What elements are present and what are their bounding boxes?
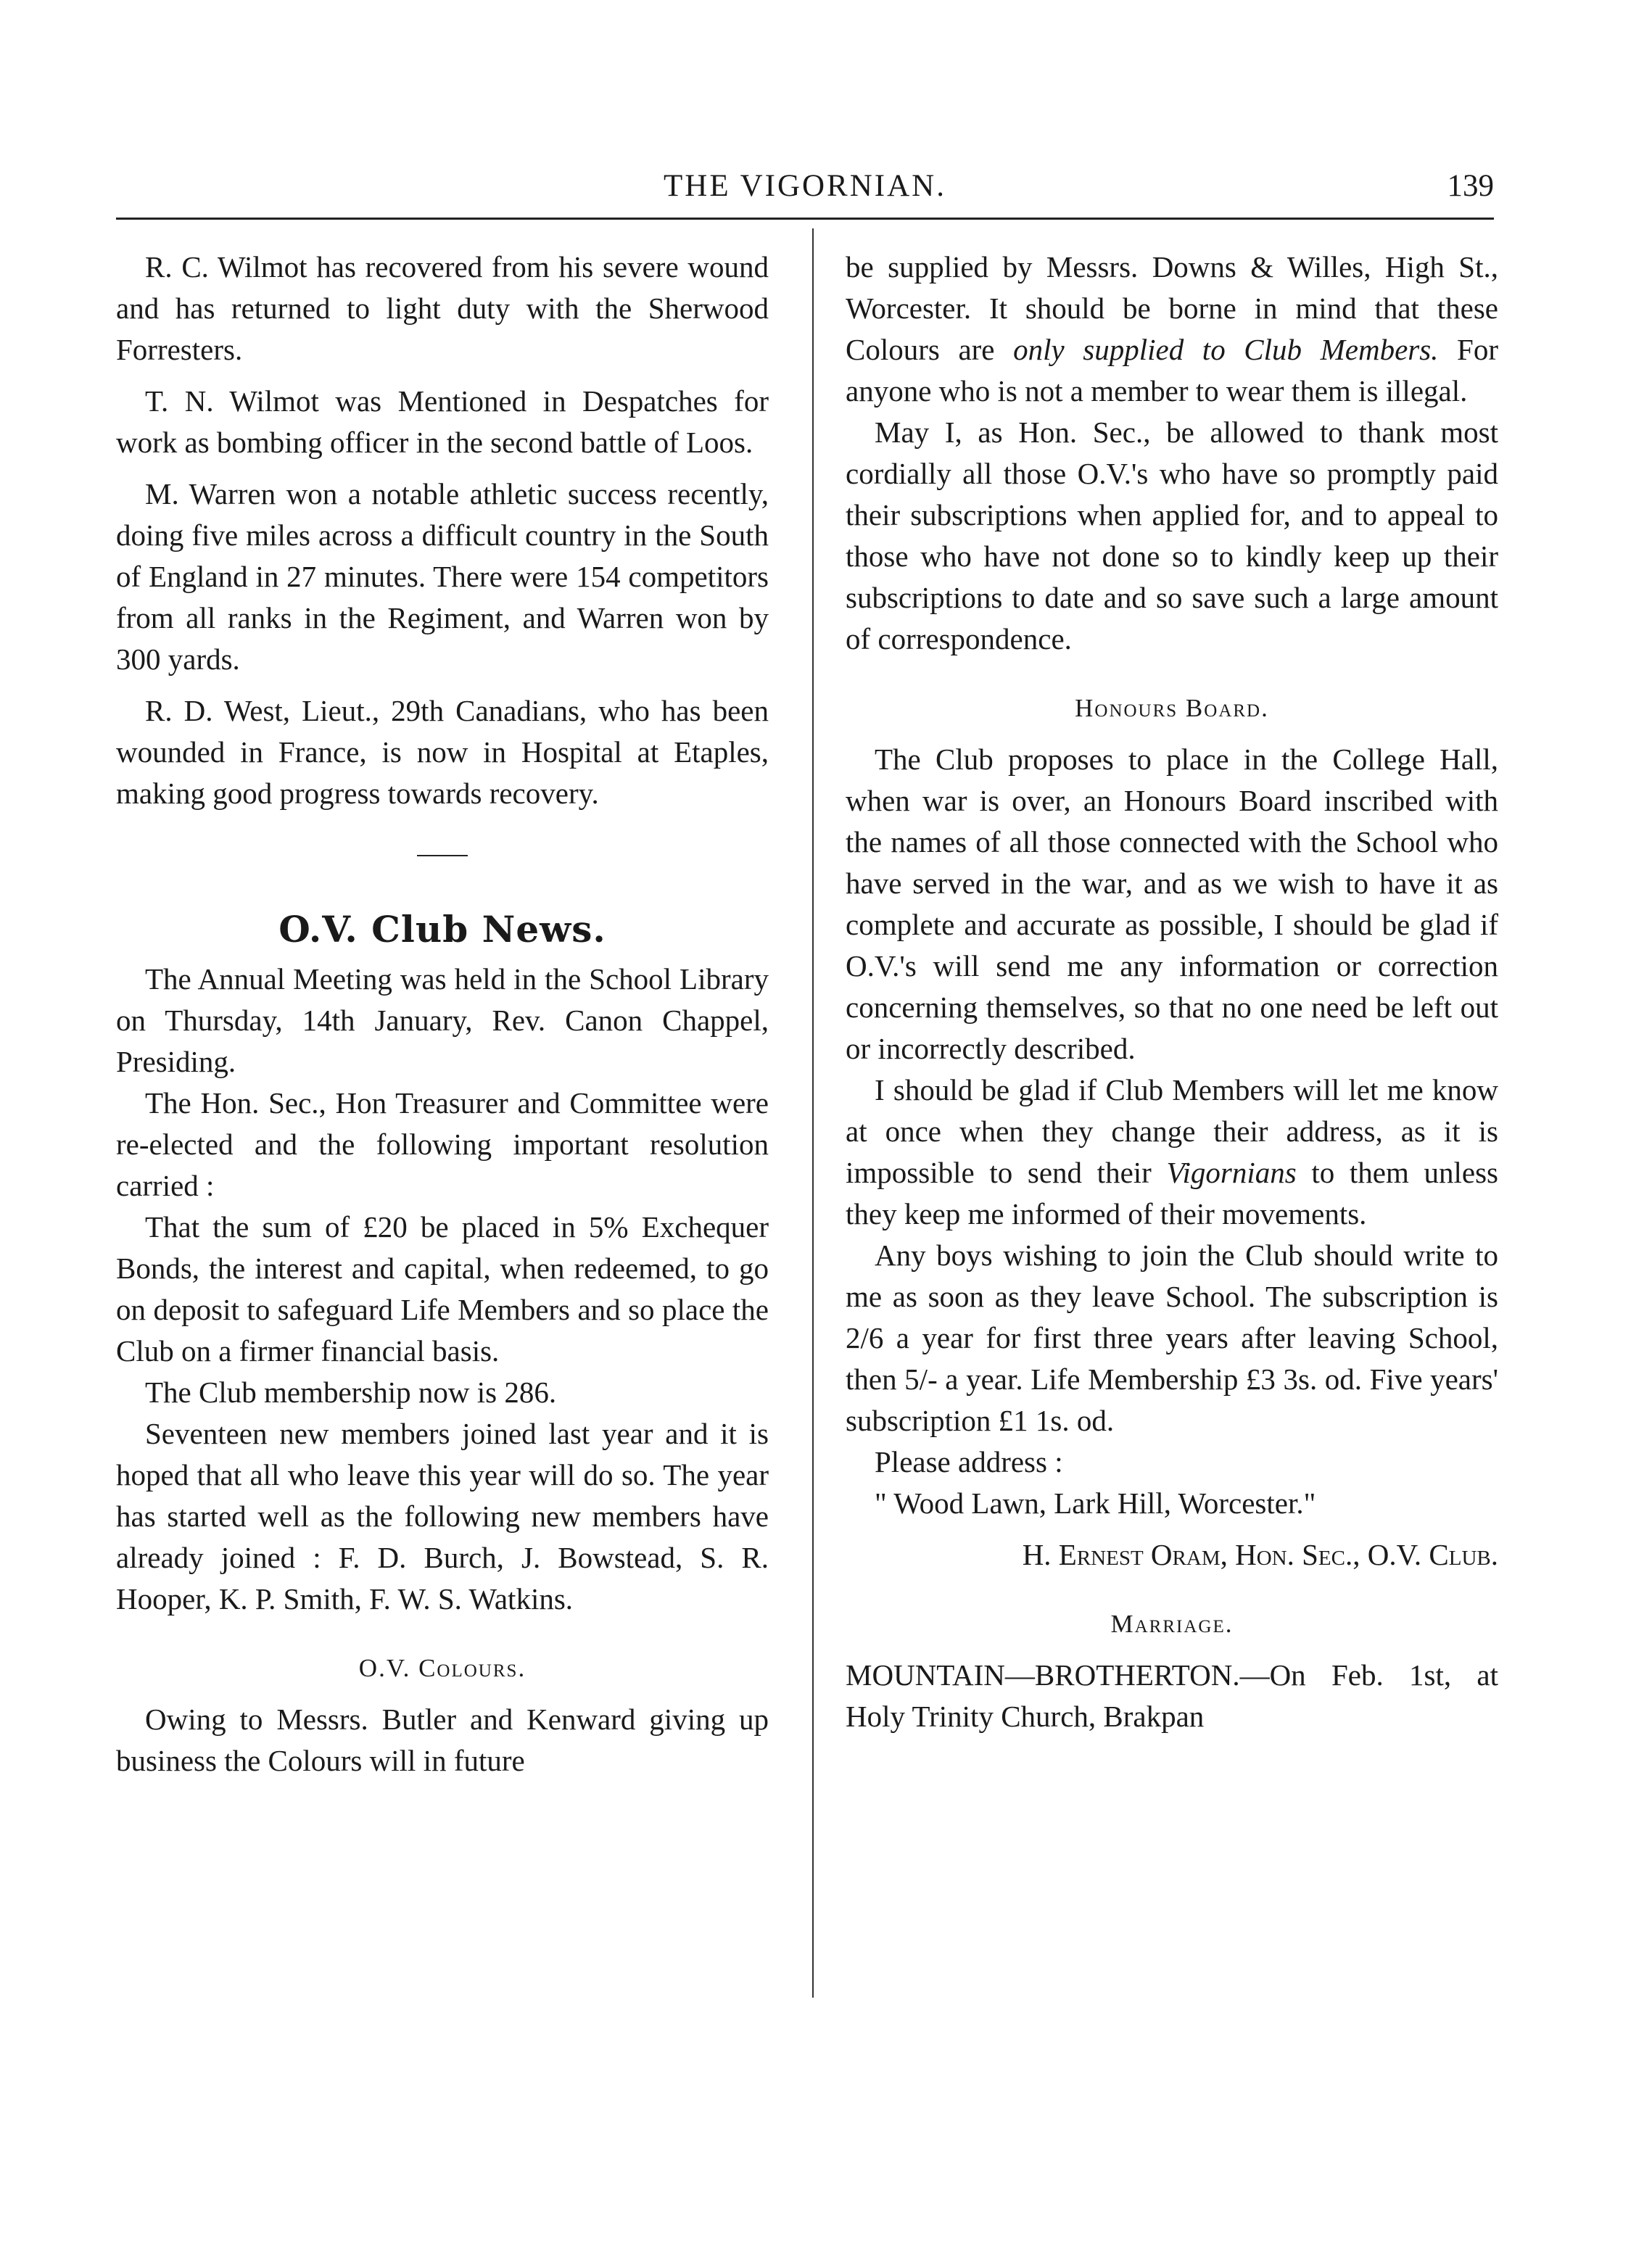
page-number: 139: [1447, 169, 1494, 203]
paragraph-colours-start: Owing to Messrs. Butler and Kenward giving up business the Colours will in future: [116, 1703, 769, 1777]
paragraph-re-elected: The Hon. Sec., Hon Treasurer and Committee were re-elected and the following important resolution carried :: [116, 1086, 769, 1202]
colours-text-a: be supplied by Messrs. Downs & Willes, High St., Worcester. It should be borne in mind that these Colours are: [846, 250, 1498, 366]
paragraph-thanks: May I, as Hon. Sec., be allowed to thank most cordially all those O.V.'s who have so promptly paid their subscriptions when applied for, and to appeal to those who have not done so to kindly keep up their subscriptions to date and so save such a large amount of correspondence.: [846, 415, 1498, 655]
paragraph-wilmot-rc: R. C. Wilmot has recovered from his severe wound and has returned to light duty with the Sherwood Forresters.: [116, 250, 769, 366]
colours-text-emphasis: only supplied to Club Members.: [1013, 333, 1439, 366]
address-text-a: I should be glad if Club Members will let me know at once when they change their address, as it is impossible to send their: [846, 1073, 1498, 1189]
colours-heading: O.V. Colours.: [358, 1654, 526, 1682]
signature: H. Ernest Oram, Hon. Sec., O.V. Club.: [1022, 1538, 1498, 1571]
paragraph-wilmot-tn: T. N. Wilmot was Mentioned in Despatches for work as bombing officer in the second battle of Loos.: [116, 384, 769, 459]
marriage-heading: Marriage.: [1110, 1610, 1234, 1638]
address-text-b: to them unless they keep me informed of their movements.: [846, 1156, 1498, 1230]
section-divider: [417, 855, 468, 856]
paragraph-marriage: MOUNTAIN—BROTHERTON.—On Feb. 1st, at Holy Trinity Church, Brakpan: [846, 1658, 1498, 1733]
paragraph-join-club: Any boys wishing to join the Club should write to me as soon as they leave School. The subscription is 2/6 a year for first three years after leaving School, then 5/- a year. Life Membership £3 3s. od. Five years' subscription £1 1s. od.: [846, 1238, 1498, 1437]
paragraph-resolution: That the sum of £20 be placed in 5% Exchequer Bonds, the interest and capital, when redeemed, to go on deposit to safeguard Life Members and so place the Club on a firmer financial basis.: [116, 1210, 769, 1368]
paragraph-honours: The Club proposes to place in the College Hall, when war is over, an Honours Board inscribed with the names of all those connected with the School who have served in the war, and as we wish to have it as complete and accurate as possible, I should be glad if O.V.'s will send me any information or correction concerning themselves, so that no one need be left out or incorrectly described.: [846, 742, 1498, 1065]
right-column: [846, 247, 1498, 1737]
paragraph-annual-meeting: The Annual Meeting was held in the School Library on Thursday, 14th January, Rev. Canon Chappel, Presiding.: [116, 962, 769, 1078]
address-text-emphasis: Vigornians: [1166, 1156, 1297, 1189]
paragraph-colours-continued: [846, 247, 1498, 412]
honours-board-heading: Honours Board.: [1075, 694, 1269, 722]
running-title: THE VIGORNIAN.: [664, 169, 946, 203]
club-news-heading: O.V. Club News.: [278, 908, 606, 951]
running-head: [116, 168, 1494, 212]
paragraph-warren: M. Warren won a notable athletic success recently, doing five miles across a difficult country in the South of England in 27 minutes. There were 154 competitors from all ranks in the Regiment, and Warren won by 300 yards.: [116, 477, 769, 676]
paragraph-change-address: [846, 1070, 1498, 1235]
header-rule: [116, 218, 1494, 220]
paragraph-west: R. D. West, Lieut., 29th Canadians, who has been wounded in France, is now in Hospital at Etaples, making good progress towards recovery.: [116, 694, 769, 810]
left-column: [116, 247, 769, 1782]
colours-text-b: For anyone who is not a member to wear them is illegal.: [846, 333, 1498, 408]
address-line: " Wood Lawn, Lark Hill, Worcester.": [875, 1486, 1316, 1520]
paragraph-membership: The Club membership now is 286.: [145, 1376, 557, 1409]
please-address: Please address :: [875, 1445, 1063, 1478]
column-divider: [812, 228, 814, 1998]
paragraph-new-members: Seventeen new members joined last year and it is hoped that all who leave this year will do so. The year has started well as the following new members have already joined : F. D. Burch, J. Bowstead, S. R. Hooper, K. P. Smith, F. W. S. Watkins.: [116, 1417, 769, 1616]
